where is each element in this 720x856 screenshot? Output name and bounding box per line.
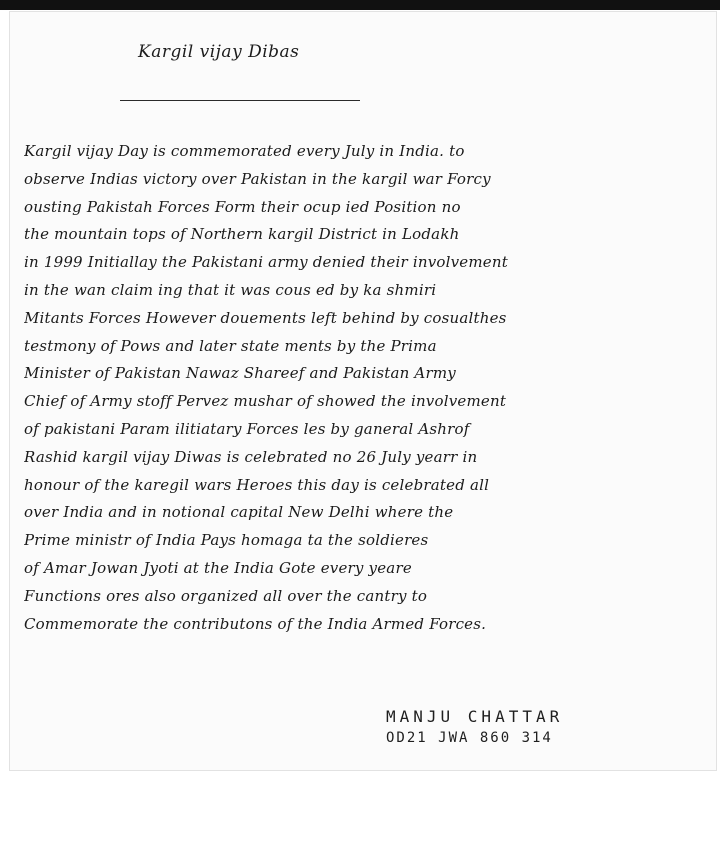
essay-line: Prime ministr of India Pays homaga ta the soldieres [24, 531, 429, 550]
essay-line: the mountain tops of Northern kargil District in Lodakh [24, 225, 460, 244]
essay-line: Minister of Pakistan Nawaz Shareef and Pakistan Army [24, 364, 456, 383]
essay-line: Functions ores also organized all over the cantry to [24, 586, 428, 605]
author-id: OD21 JWA 860 314 [386, 730, 553, 746]
essay-line: honour of the karegil wars Heroes this day is celebrated all [24, 475, 490, 494]
essay-line: observe Indias victory over Pakistan in the kargil war Forcy [24, 169, 491, 188]
essay-line: Rashid kargil vijay Diwas is celebrated no 26 July yearr in [24, 447, 478, 466]
essay-line: in 1999 Initiallay the Pakistani army denied their involvement [24, 253, 508, 272]
essay-line: Commemorate the contributons of the India Armed Forces. [24, 614, 487, 633]
signature-block [386, 706, 563, 748]
essay-body [24, 138, 700, 638]
essay-line: Kargil vijay Day is commemorated every July in India. to [24, 142, 465, 160]
essay-line: of Amar Jowan Jyoti at the India Gote every yeare [24, 558, 412, 577]
essay-line: testmony of Pows and later state ments by the Prima [24, 336, 437, 355]
essay-line: of pakistani Param ilitiatary Forces les by ganeral Ashrof [24, 419, 470, 438]
top-dark-band [0, 0, 720, 10]
essay-line: Mitants Forces However douements left behind by cosualthes [24, 308, 507, 327]
essay-line: Chief of Army stoff Pervez mushar of showed the involvement [24, 392, 507, 411]
essay-line: ousting Pakistah Forces Form their ocup ied Position no [24, 197, 461, 216]
title-underline [120, 100, 360, 101]
essay-line: in the wan claim ing that it was cous ed by ka shmiri [24, 280, 437, 299]
author-name: MANJU CHATTAR [386, 707, 564, 726]
page-title: Kargil vijay Dibas [138, 42, 300, 62]
essay-line: over India and in notional capital New Delhi where the [24, 503, 454, 522]
